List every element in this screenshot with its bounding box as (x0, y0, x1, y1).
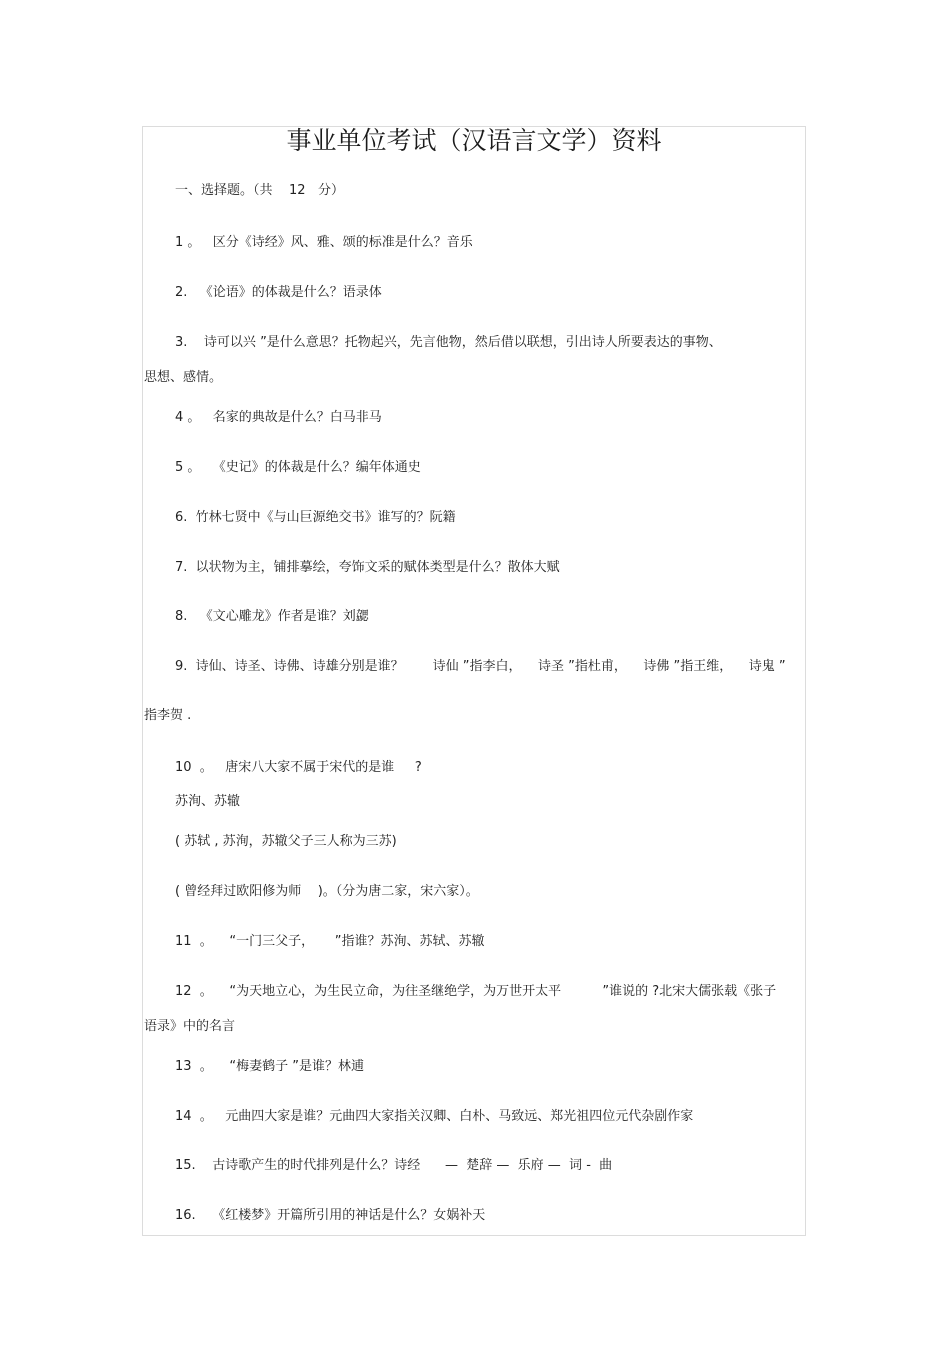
question-text: 6. 竹林七贤中《与山巨源绝交书》谁写的？阮籍 (175, 510, 456, 525)
question-text: 2. 《论语》的体裁是什么？语录体 (175, 285, 382, 300)
question-text: 12 。 “为天地立心，为生民立命，为往圣继绝学，为万世开太平 ”谁说的 ?北宋大儒张载《张子 (175, 984, 777, 999)
question-1 (175, 234, 473, 252)
question-text: 指李贺 . (144, 708, 192, 723)
question-text: 10 。 唐宋八大家不属于宋代的是谁 ? (175, 760, 422, 775)
question-3 (175, 334, 722, 352)
question-text: 7. 以状物为主，铺排摹绘，夸饰文采的赋体类型是什么？散体大赋 (175, 560, 560, 575)
question-13 (175, 1058, 364, 1076)
question-14 (175, 1108, 693, 1126)
question-5 (175, 459, 421, 477)
question-text: 13 。 “梅妻鹤子 ”是谁？林逋 (175, 1059, 364, 1074)
question-15 (175, 1157, 612, 1175)
question-12 (175, 983, 776, 1001)
question-4 (175, 409, 382, 427)
question-text: ( 曾经拜过欧阳修为师 )。（分为唐二家，宋六家）。 (175, 884, 479, 899)
question-text: ( 苏轼 , 苏洵，苏辙父子三人称为三苏) (175, 834, 397, 849)
question-16 (175, 1207, 485, 1225)
question-text: 8. 《文心雕龙》作者是谁？刘勰 (175, 609, 369, 624)
section-heading-text: 一、选择题。（共 12 分） (175, 183, 344, 198)
question-text: 3. 诗可以兴 ”是什么意思？托物起兴，先言他物，然后借以联想，引出诗人所要表达的事物、 (175, 335, 722, 350)
section-heading (175, 182, 344, 200)
question-text: 苏洵、苏辙 (175, 794, 241, 809)
question-3-continued (144, 369, 222, 387)
question-10-note-2 (175, 883, 479, 901)
question-7 (175, 559, 560, 577)
question-text: 语录》中的名言 (144, 1019, 236, 1034)
question-text: 思想、感情。 (144, 370, 223, 385)
question-text: 1 。 区分《诗经》风、雅、颂的标准是什么？音乐 (175, 235, 473, 250)
question-9-continued (144, 707, 191, 725)
question-8 (175, 608, 369, 626)
question-text: 16. 《红楼梦》开篇所引用的神话是什么？女娲补天 (175, 1208, 486, 1223)
question-text: 9. 诗仙、诗圣、诗佛、诗雄分别是谁？ 诗仙 ”指李白， 诗圣 ”指杜甫， 诗佛 ”指王维， 诗鬼 ” (175, 659, 786, 674)
question-text: 14 。 元曲四大家是谁？元曲四大家指关汉卿、白朴、马致远、郑光祖四位元代杂剧作家 (175, 1109, 694, 1124)
question-text: 5 。 《史记》的体裁是什么？编年体通史 (175, 460, 421, 475)
question-text: 4 。 名家的典故是什么？白马非马 (175, 410, 382, 425)
question-11 (175, 933, 484, 951)
question-6 (175, 509, 456, 527)
question-text: 11 。 “一门三父子， ”指谁？苏洵、苏轼、苏辙 (175, 934, 485, 949)
question-10-note-1 (175, 833, 397, 851)
question-2 (175, 284, 382, 302)
question-9 (175, 658, 786, 676)
question-10 (175, 759, 422, 777)
question-12-continued (144, 1018, 235, 1036)
document-title: 事业单位考试（汉语言文学）资料 (286, 126, 662, 155)
question-text: 15. 古诗歌产生的时代排列是什么？诗经 — 楚辞 — 乐府 — 词 - 曲 (175, 1158, 613, 1173)
question-10-answer (175, 793, 240, 811)
